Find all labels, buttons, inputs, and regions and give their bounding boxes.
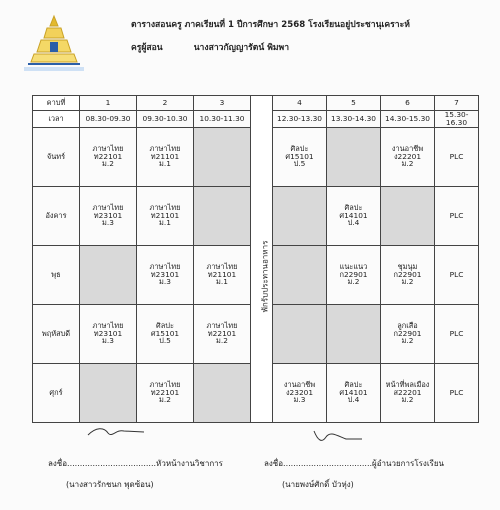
- class-slot: [327, 363, 381, 422]
- class-slot: [80, 304, 137, 363]
- empty-slot: [273, 186, 327, 245]
- right-signature-line: ลงชื่อ...................................ผู้อำนวยการโรงเรียน: [264, 459, 444, 468]
- course-code: ก22901: [339, 269, 368, 279]
- course-code: ท23101: [93, 210, 123, 220]
- course-code: ท23101: [93, 328, 123, 338]
- class-slot: [194, 304, 251, 363]
- grade-level: ม.2: [102, 159, 114, 169]
- grade-level: ม.2: [159, 395, 171, 405]
- subject-name: ภาษาไทย: [149, 379, 181, 389]
- grade-level: ม.3: [159, 277, 171, 287]
- grade-level: ม.3: [293, 395, 306, 405]
- subject-name: ศิลปะ: [290, 143, 309, 153]
- class-slot: [381, 127, 435, 186]
- class-slot: PLC: [435, 304, 479, 363]
- course-code: ก22901: [393, 328, 422, 338]
- class-slot: [137, 186, 194, 245]
- subject-name: ภาษาไทย: [149, 202, 181, 212]
- class-slot-content: [137, 381, 193, 404]
- course-code: ท21101: [150, 151, 180, 161]
- subject-name: งานอาชีพ: [391, 143, 424, 153]
- class-slot-content: [327, 204, 380, 227]
- subject-name: งานอาชีพ: [283, 379, 316, 389]
- empty-slot: [273, 304, 327, 363]
- class-slot: [327, 186, 381, 245]
- time-slot: 14.30-15.30: [381, 111, 435, 128]
- course-code: ก22901: [393, 269, 422, 279]
- left-signer-name: (นางสาวรักชนก พุดซ้อน): [66, 480, 154, 489]
- subject-name: ชุมนุม: [397, 261, 418, 271]
- subject-name: แนะแนว: [339, 261, 368, 271]
- class-slot: [381, 245, 435, 304]
- day-name: พฤหัสบดี: [33, 304, 80, 363]
- empty-slot: [194, 127, 251, 186]
- subject-name: ภาษาไทย: [149, 261, 181, 271]
- day-name: ศุกร์: [33, 363, 80, 422]
- period-number: 3: [194, 96, 251, 111]
- class-slot: [137, 127, 194, 186]
- class-slot: [273, 363, 327, 422]
- empty-slot: [273, 245, 327, 304]
- time-slot: 13.30-14.30: [327, 111, 381, 128]
- class-slot: [137, 245, 194, 304]
- class-slot-content: [80, 145, 136, 168]
- period-number: 7: [435, 96, 479, 111]
- grade-level: ม.2: [401, 159, 414, 169]
- course-code: ส22201: [393, 387, 422, 397]
- grade-level: ม.2: [401, 336, 414, 346]
- subject-name: ภาษาไทย: [206, 261, 238, 271]
- lunch-break-column: [258, 160, 274, 410]
- empty-slot: [194, 186, 251, 245]
- time-slot: 12.30-13.30: [273, 111, 327, 128]
- course-code: ง23201: [285, 387, 314, 397]
- course-code: ศ15101: [285, 151, 314, 161]
- time-slot: 15.30-16.30: [435, 111, 479, 128]
- course-code: ศ15101: [150, 328, 180, 338]
- teacher-name: นางสาวกัญญารัตน์ พิมพา: [193, 43, 290, 53]
- class-slot: PLC: [435, 127, 479, 186]
- grade-level: ม.2: [347, 277, 360, 287]
- period-header-label: คาบที่: [33, 96, 80, 111]
- class-slot: [80, 186, 137, 245]
- class-slot-content: [194, 263, 250, 286]
- time-slot: 10.30-11.30: [194, 111, 251, 128]
- schedule-table: [32, 95, 479, 423]
- lunch-break-label: พักรับประทานอาหาร: [260, 240, 270, 313]
- subject-name: ภาษาไทย: [206, 320, 238, 330]
- empty-slot: [327, 304, 381, 363]
- subject-name: ลูกเสือ: [397, 320, 418, 330]
- grade-level: ป.5: [293, 159, 306, 169]
- teacher-label: ครูผู้สอน: [131, 43, 163, 53]
- right-signature-icon: [306, 427, 366, 447]
- subject-name: ภาษาไทย: [149, 143, 181, 153]
- class-slot-content: [327, 263, 380, 286]
- class-slot: [194, 245, 251, 304]
- grade-level: ม.1: [216, 277, 228, 287]
- grade-level: ม.2: [401, 277, 414, 287]
- teacher-row: [131, 40, 289, 54]
- class-slot-content: [194, 322, 250, 345]
- subject-name: ศิลปะ: [156, 320, 174, 330]
- class-slot: [327, 245, 381, 304]
- grade-level: ม.3: [102, 336, 114, 346]
- day-name: จันทร์: [33, 127, 80, 186]
- class-slot-content: [80, 204, 136, 227]
- subject-name: ภาษาไทย: [92, 202, 124, 212]
- grade-level: ม.3: [102, 218, 114, 228]
- class-slot-content: [273, 381, 326, 404]
- course-code: ศ14101: [339, 210, 368, 220]
- time-slot: 08.30-09.30: [80, 111, 137, 128]
- class-slot-content: [137, 204, 193, 227]
- subject-name: ศิลปะ: [344, 379, 363, 389]
- period-number: 5: [327, 96, 381, 111]
- empty-slot: [381, 186, 435, 245]
- course-code: ท22101: [207, 328, 237, 338]
- day-name: พุธ: [33, 245, 80, 304]
- school-logo-icon: [14, 12, 94, 74]
- grade-level: ม.1: [159, 159, 171, 169]
- class-slot: PLC: [435, 245, 479, 304]
- course-code: ท22101: [93, 151, 123, 161]
- grade-level: ม.2: [401, 395, 414, 405]
- empty-slot: [80, 363, 137, 422]
- course-code: ท23101: [150, 269, 180, 279]
- period-number: 2: [137, 96, 194, 111]
- subject-name: ภาษาไทย: [92, 320, 124, 330]
- subject-name: ศิลปะ: [344, 202, 363, 212]
- class-slot: [273, 127, 327, 186]
- empty-slot: [194, 363, 251, 422]
- course-code: ท21101: [150, 210, 180, 220]
- period-number: 1: [80, 96, 137, 111]
- course-code: ง22201: [393, 151, 422, 161]
- class-slot: [80, 127, 137, 186]
- class-slot-content: [137, 263, 193, 286]
- class-slot: PLC: [435, 363, 479, 422]
- grade-level: ป.5: [159, 336, 171, 346]
- subject-name: หน้าที่พลเมือง: [385, 379, 430, 389]
- class-slot-content: [381, 145, 434, 168]
- class-slot-content: [327, 381, 380, 404]
- day-name: อังคาร: [33, 186, 80, 245]
- time-header-label: เวลา: [33, 111, 80, 128]
- class-slot: PLC: [435, 186, 479, 245]
- class-slot-content: [137, 145, 193, 168]
- period-number: 4: [273, 96, 327, 111]
- class-slot-content: [137, 322, 193, 345]
- class-slot-content: [273, 145, 326, 168]
- right-signer-name: (นายพงษ์ศักดิ์ บัวหุ่ง): [282, 480, 354, 489]
- class-slot-content: [381, 263, 434, 286]
- subject-name: ภาษาไทย: [92, 143, 124, 153]
- grade-level: ป.4: [347, 395, 360, 405]
- class-slot-content: [381, 381, 434, 404]
- left-signature-icon: [86, 425, 146, 439]
- course-code: ศ14101: [339, 387, 368, 397]
- empty-slot: [327, 127, 381, 186]
- class-slot: [381, 304, 435, 363]
- class-slot: [137, 363, 194, 422]
- class-slot-content: [80, 322, 136, 345]
- grade-level: ม.2: [216, 336, 228, 346]
- course-code: ท22101: [150, 387, 180, 397]
- class-slot: [137, 304, 194, 363]
- grade-level: ม.1: [159, 218, 171, 228]
- grade-level: ป.4: [347, 218, 360, 228]
- class-slot: [381, 363, 435, 422]
- left-signature-line: ลงชื่อ...................................หัวหน้างานวิชาการ: [48, 459, 223, 468]
- class-slot-content: [381, 322, 434, 345]
- period-row: [33, 96, 479, 111]
- schedule-title: ตารางสอนครู ภาคเรียนที่ 1 ปีการศึกษา 2568 โรงเรียนอยู่ประชานุเคราะห์: [131, 20, 410, 30]
- empty-slot: [80, 245, 137, 304]
- time-slot: 09.30-10.30: [137, 111, 194, 128]
- period-number: 6: [381, 96, 435, 111]
- course-code: ท21101: [207, 269, 237, 279]
